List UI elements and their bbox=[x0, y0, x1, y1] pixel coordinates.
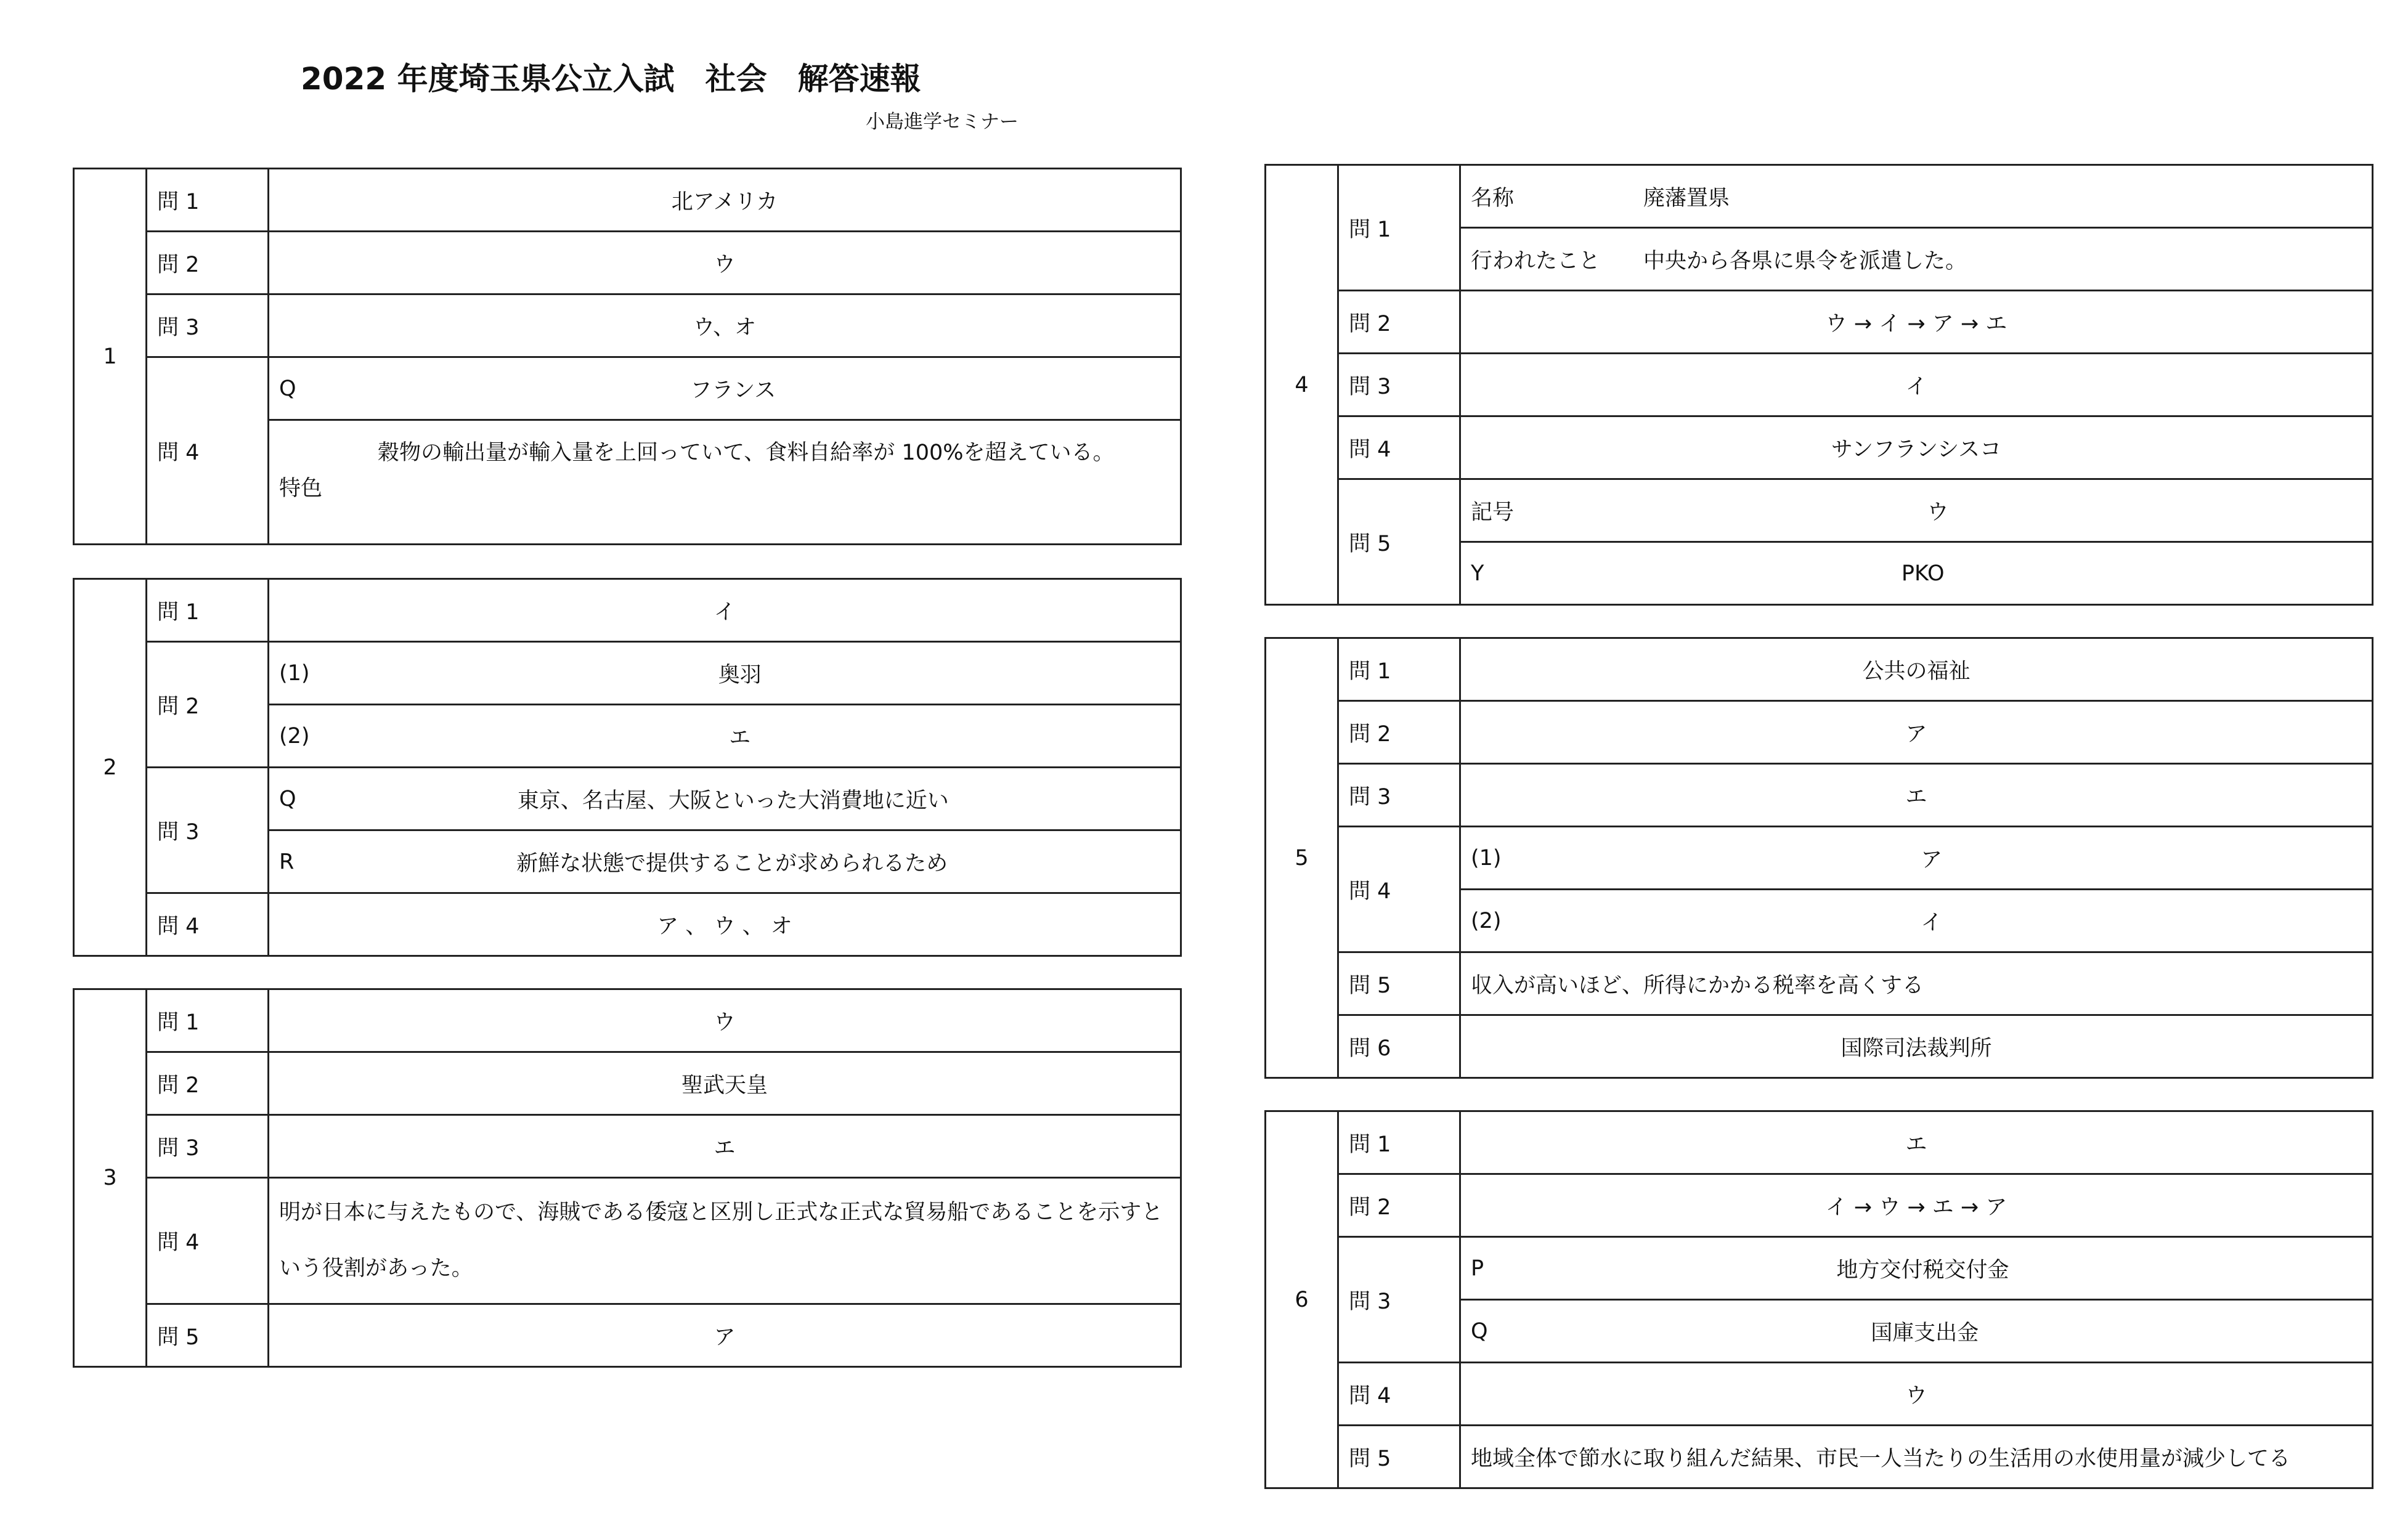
sub-answer: 中央から各県に県令を派遣した。 bbox=[1643, 248, 1967, 274]
sub-label: 名称 bbox=[1471, 185, 1515, 211]
answer-cell: 明が日本に与えたもので、海賊である倭寇と区別し正式な正式な貿易船であることを示すという役割があった。 bbox=[269, 1178, 1181, 1304]
question-label: 問 4 bbox=[147, 893, 269, 956]
sub-answer: 廃藩置県 bbox=[1643, 185, 1730, 211]
sub-answer: 地方交付税交付金 bbox=[1836, 1257, 2009, 1283]
sub-label: (1) bbox=[1471, 845, 1502, 871]
sub-label: P bbox=[1471, 1256, 1484, 1281]
question-label: 問 1 bbox=[1338, 165, 1460, 291]
answer-cell: ウ、オ bbox=[269, 294, 1181, 357]
sub-answer: 国庫支出金 bbox=[1871, 1320, 1979, 1346]
section-number: 1 bbox=[74, 169, 147, 545]
sub-label: 記号 bbox=[1471, 500, 1515, 525]
answer-cell: 聖武天皇 bbox=[269, 1052, 1181, 1115]
answer-cell: エ bbox=[1460, 764, 2373, 827]
question-label: 問 1 bbox=[1338, 638, 1460, 701]
answer-cell: ウ bbox=[269, 232, 1181, 294]
question-label: 問 5 bbox=[1338, 479, 1460, 605]
answer-cell bbox=[269, 830, 1181, 893]
answer-cell: エ bbox=[1460, 1111, 2373, 1174]
sub-answer: ウ bbox=[1927, 500, 1949, 525]
question-label: 問 2 bbox=[1338, 1174, 1460, 1237]
question-label: 問 3 bbox=[1338, 764, 1460, 827]
section-number: 2 bbox=[74, 579, 147, 956]
answer-cell bbox=[1460, 1237, 2373, 1300]
answer-cell: イ bbox=[1460, 354, 2373, 416]
section-1-table bbox=[73, 168, 1182, 545]
page-subtitle: 小島進学セミナー bbox=[866, 111, 1019, 133]
sub-label: 特色 bbox=[279, 476, 323, 501]
sub-answer: 新鮮な状態で提供することが求められるため bbox=[516, 851, 948, 876]
feature-answer: 穀物の輸出量が輸入量を上回っていて、食料自給率が 100%を超えている。 bbox=[378, 440, 1115, 465]
answer-cell: イ → ウ → エ → ア bbox=[1460, 1174, 2373, 1237]
question-label: 問 1 bbox=[147, 989, 269, 1052]
answer-cell: ウ → イ → ア → エ bbox=[1460, 291, 2373, 354]
section-3-table bbox=[73, 988, 1182, 1368]
section-6-table bbox=[1264, 1110, 2373, 1489]
section-4-table bbox=[1264, 164, 2373, 606]
sub-label: Q bbox=[279, 786, 296, 811]
sub-label: (1) bbox=[279, 660, 310, 686]
answer-cell bbox=[269, 420, 1181, 545]
answer-cell bbox=[1460, 827, 2373, 890]
page-title: 2022 年度埼玉県公立入試 社会 解答速報 bbox=[301, 61, 921, 97]
sub-label: Q bbox=[1471, 1318, 1488, 1344]
question-label: 問 6 bbox=[1338, 1015, 1460, 1078]
sub-answer: ア bbox=[1921, 847, 1943, 872]
answer-cell: 北アメリカ bbox=[269, 169, 1181, 232]
question-label: 問 4 bbox=[1338, 1363, 1460, 1426]
answer-cell bbox=[269, 705, 1181, 768]
question-label: 問 3 bbox=[1338, 354, 1460, 416]
question-label: 問 5 bbox=[147, 1304, 269, 1367]
question-label: 問 1 bbox=[1338, 1111, 1460, 1174]
question-label: 問 2 bbox=[147, 1052, 269, 1115]
question-label: 問 2 bbox=[1338, 701, 1460, 764]
answer-cell: 地域全体で節水に取り組んだ結果、市民一人当たりの生活用の水使用量が減少してる bbox=[1460, 1426, 2373, 1488]
answer-cell bbox=[269, 642, 1181, 705]
answer-cell: 国際司法裁判所 bbox=[1460, 1015, 2373, 1078]
sub-label: (2) bbox=[1471, 908, 1502, 933]
sub-label: (2) bbox=[279, 723, 310, 749]
question-label: 問 2 bbox=[147, 642, 269, 768]
answer-cell bbox=[269, 357, 1181, 420]
answer-cell: エ bbox=[269, 1115, 1181, 1178]
section-number: 6 bbox=[1266, 1111, 1338, 1488]
question-label: 問 5 bbox=[1338, 1426, 1460, 1488]
question-label: 問 3 bbox=[147, 294, 269, 357]
sub-answer: PKO bbox=[1901, 561, 1945, 586]
answer-cell bbox=[269, 768, 1181, 830]
question-label: 問 3 bbox=[147, 768, 269, 893]
question-label: 問 4 bbox=[1338, 827, 1460, 952]
question-label: 問 1 bbox=[147, 169, 269, 232]
question-label: 問 3 bbox=[147, 1115, 269, 1178]
section-2-table bbox=[73, 578, 1182, 957]
sub-answer: 奥羽 bbox=[718, 662, 762, 688]
section-number: 3 bbox=[74, 989, 147, 1367]
question-label: 問 2 bbox=[147, 232, 269, 294]
answer-cell: 収入が高いほど、所得にかかる税率を高くする bbox=[1460, 952, 2373, 1015]
answer-cell: ウ bbox=[269, 989, 1181, 1052]
section-5-table bbox=[1264, 637, 2373, 1079]
sub-label: R bbox=[279, 849, 295, 874]
answer-cell bbox=[1460, 542, 2373, 605]
question-label: 問 2 bbox=[1338, 291, 1460, 354]
answer-cell: ウ bbox=[1460, 1363, 2373, 1426]
question-label: 問 4 bbox=[147, 357, 269, 545]
answer-cell: ア 、 ウ 、 オ bbox=[269, 893, 1181, 956]
answer-cell: サンフランシスコ bbox=[1460, 416, 2373, 479]
sub-answer: エ bbox=[729, 725, 751, 750]
question-label: 問 4 bbox=[147, 1178, 269, 1304]
sub-label: 行われたこと bbox=[1471, 248, 1601, 274]
question-label: 問 5 bbox=[1338, 952, 1460, 1015]
answer-cell bbox=[1460, 890, 2373, 952]
section-number: 4 bbox=[1266, 165, 1338, 605]
section-number: 5 bbox=[1266, 638, 1338, 1078]
answer-cell: イ bbox=[269, 579, 1181, 642]
sub-label: Y bbox=[1471, 561, 1484, 586]
answer-cell bbox=[1460, 1300, 2373, 1363]
question-label: 問 4 bbox=[1338, 416, 1460, 479]
answer-cell bbox=[1460, 165, 2373, 228]
sub-answer: イ bbox=[1921, 910, 1943, 935]
answer-cell: ア bbox=[269, 1304, 1181, 1367]
answer-cell bbox=[1460, 228, 2373, 291]
sub-answer: フランス bbox=[690, 378, 776, 403]
answer-cell bbox=[1460, 479, 2373, 542]
sub-answer: 東京、名古屋、大阪といった大消費地に近い bbox=[517, 788, 949, 813]
answer-cell: 公共の福祉 bbox=[1460, 638, 2373, 701]
question-label: 問 3 bbox=[1338, 1237, 1460, 1363]
sub-label: Q bbox=[279, 376, 296, 401]
question-label: 問 1 bbox=[147, 579, 269, 642]
answer-cell: ア bbox=[1460, 701, 2373, 764]
